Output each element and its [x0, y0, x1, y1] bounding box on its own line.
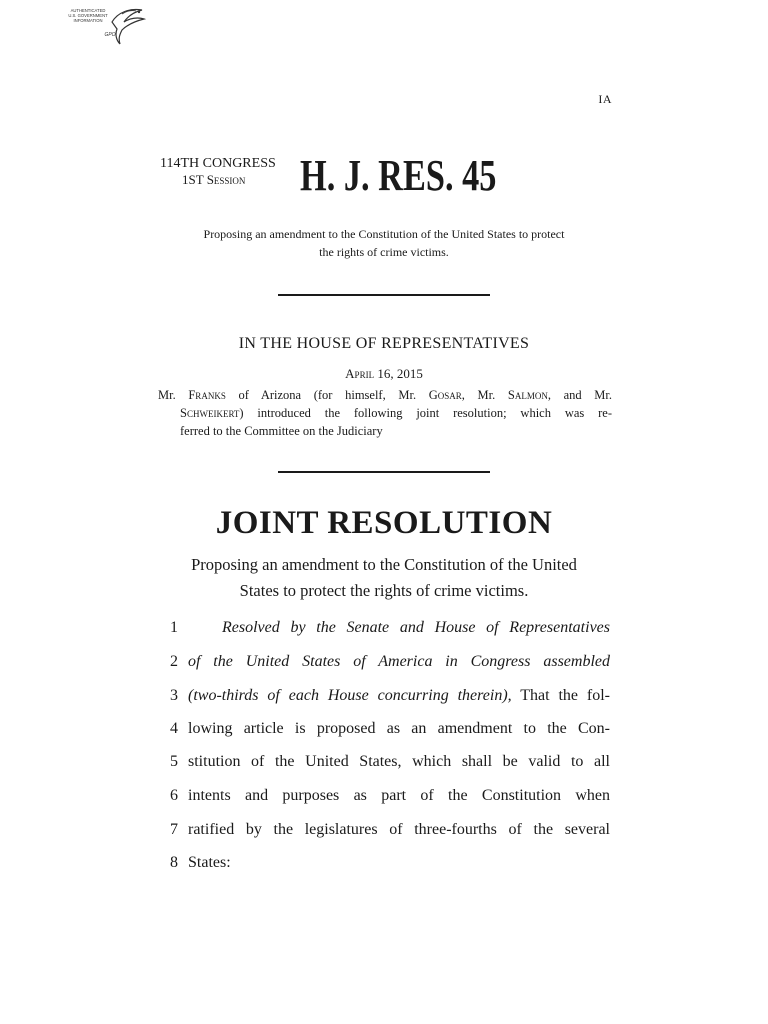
line-number: 2 [170, 653, 178, 670]
sponsor-text: , Mr. [461, 388, 496, 402]
line-text [222, 611, 610, 645]
chamber-heading: IN THE HOUSE OF REPRESENTATIVES [238, 335, 530, 352]
short-title [140, 225, 628, 261]
eagle-seal-icon [60, 4, 150, 48]
line-number: 4 [170, 720, 178, 737]
sponsor-title: Mr. [158, 388, 176, 402]
session-prefix: 1ST [182, 172, 204, 187]
official-title-line-1: Proposing an amendment to the Constitution of the United [191, 555, 577, 574]
short-title-line-1: Proposing an amendment to the Constitution of the United States to protect [203, 227, 565, 241]
line-italic-text: of the United States of America in Congress assembled [188, 653, 610, 670]
line-plain-text: stitution of the United States, which shall be valid to all [188, 753, 610, 770]
line-text [188, 813, 610, 847]
official-title-line-2: States to protect the rights of crime victims. [239, 581, 529, 600]
seal-line-2: U.S. GOVERNMENT [68, 13, 108, 18]
line-number: 7 [170, 821, 178, 838]
congress-number: 114TH CONGRESS [160, 156, 276, 171]
line-italic-text: (two-thirds of each House concurring therein), [188, 687, 512, 704]
sponsor-name-salmon: Salmon [507, 388, 548, 402]
line-text [188, 712, 610, 746]
official-title [150, 552, 618, 604]
sponsor-name-franks: Franks [188, 388, 226, 402]
line-plain-text: lowing article is proposed as an amendment to the Con- [188, 720, 610, 737]
sponsor-line-3: ferred to the Committee on the Judiciary [180, 424, 383, 438]
line-plain-text: ratified by the legislatures of three-fourths of the several [188, 821, 610, 838]
session-label [182, 172, 245, 187]
line-text [188, 645, 610, 679]
resolution-line [166, 846, 610, 880]
resolution-line [166, 712, 610, 746]
sponsor-text: of Arizona (for himself, Mr. [238, 388, 417, 402]
sponsor-line-2 [158, 404, 612, 422]
sponsor-text: , and Mr. [547, 388, 613, 402]
sponsor-text: ) introduced the following joint resolution; which was re- [239, 406, 612, 420]
line-text [188, 679, 610, 713]
divider-rule [278, 294, 490, 296]
resolution-line [166, 745, 610, 779]
resolution-line [166, 779, 610, 813]
session-word: Session [206, 172, 246, 187]
line-number: 6 [170, 787, 178, 804]
line-plain-text: intents and purposes as part of the Constitution when [188, 787, 610, 804]
sponsor-name-gosar: Gosar [428, 388, 462, 402]
line-text [188, 745, 610, 779]
bill-number: H. J. RES. 45 [300, 151, 497, 200]
line-number: 1 [170, 619, 178, 636]
divider-rule [278, 471, 490, 473]
sponsor-line-1 [158, 386, 612, 404]
seal-line-1: AUTHENTICATED [70, 8, 106, 13]
line-plain-text: States: [188, 854, 231, 871]
version-code: IA [598, 92, 612, 106]
resolution-line [166, 813, 610, 847]
line-text [188, 779, 610, 813]
line-number: 8 [170, 854, 178, 871]
resolution-line [166, 679, 610, 713]
line-italic-text: Resolved by the Senate and House of Representatives [222, 619, 610, 636]
line-number: 5 [170, 753, 178, 770]
sponsor-name-schweikert: Schweikert [180, 406, 240, 420]
line-number: 3 [170, 687, 178, 704]
resolution-line [166, 611, 610, 645]
short-title-line-2: the rights of crime victims. [319, 245, 449, 259]
action-date: April 16, 2015 [345, 366, 423, 381]
joint-resolution-heading: JOINT RESOLUTION [215, 505, 553, 541]
sponsor-statement [158, 386, 612, 440]
line-plain-text: That the fol- [511, 687, 610, 704]
seal-line-4: GPO [104, 32, 116, 38]
resolution-line [166, 645, 610, 679]
gpo-authentication-seal [60, 4, 150, 48]
line-text [188, 846, 610, 880]
seal-line-3: INFORMATION [73, 18, 103, 23]
